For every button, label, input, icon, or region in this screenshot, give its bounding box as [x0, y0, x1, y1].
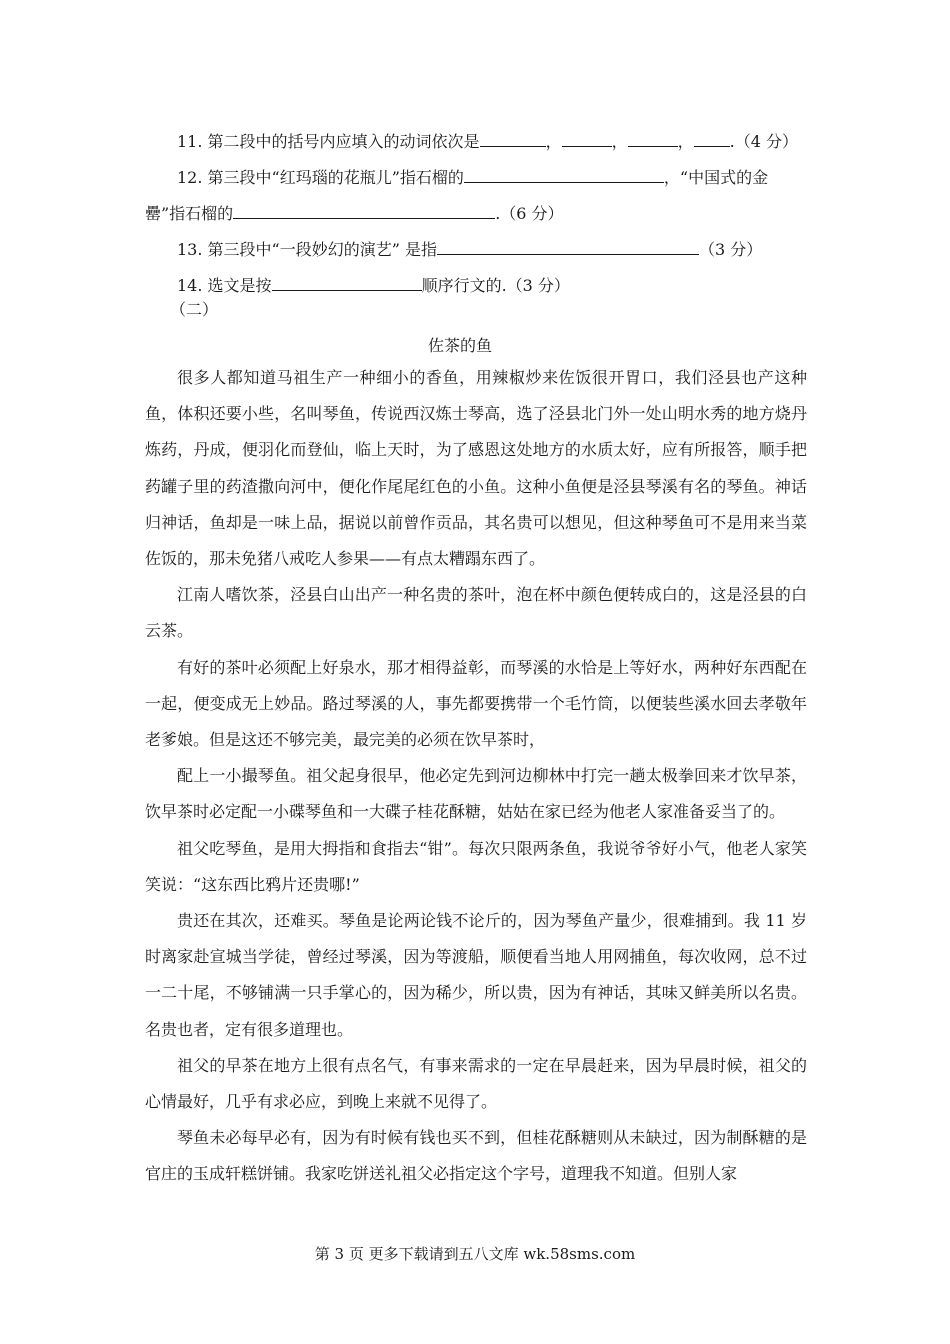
question-number: 14. — [177, 276, 203, 295]
question-text: 第三段中“红玛瑙的花瓶儿”指石榴的 — [207, 168, 464, 187]
question-13 — [145, 232, 807, 268]
paragraph: 祖父的早茶在地方上很有点名气，有事来需求的一定在早晨赶来，因为早晨时候，祖父的心情最好，几乎有求必应，到晚上来就不见得了。 — [145, 1055, 807, 1112]
question-points: .（6 分） — [495, 204, 564, 223]
separator: ， — [545, 132, 562, 151]
answer-blank[interactable] — [272, 270, 422, 291]
question-points: .（4 分） — [729, 132, 798, 151]
article-title: 佐茶的鱼 — [427, 336, 492, 355]
page-footer: 第 3 页 更多下载请到五八文库 wk.58sms.com — [314, 1245, 636, 1263]
paragraph: 琴鱼未必每早必有，因为有时候有钱也买不到，但桂花酥糖则从未缺过，因为制酥糖的是官庄的玉成轩糕饼铺。我家吃饼送礼祖父必指定这个字号，道理我不知道。但别人家 — [145, 1128, 807, 1184]
paragraph: 贵还在其次，还难买。琴鱼是论两论钱不论斤的，因为琴鱼产量少，很难捕到。我 11 岁时离家赴宣城当学徒，曾经过琴溪，因为等渡船，顺便看当地人用网捕鱼，每次收网，总不过一二十尾，不够铺满一只手掌心的，因为稀少，所以贵，因为有神话，其味又鲜美所以名贵。名贵也者，定有很多道理也。 — [145, 911, 807, 1039]
question-number: 12. — [177, 168, 203, 187]
article-title-row — [0, 328, 950, 364]
paragraph: 配上一小撮琴鱼。祖父起身很早，他必定先到河边柳林中打完一趟太极拳回来才饮早茶，饮早茶时必定配一小碟琴鱼和一大碟子桂花酥糖，姑姑在家已经为他老人家准备妥当了的。 — [145, 766, 807, 822]
question-text: 第二段中的括号内应填入的动词依次是 — [207, 132, 480, 151]
separator: ， — [677, 132, 694, 151]
question-text: 选文是按 — [207, 276, 272, 295]
answer-blank[interactable] — [480, 126, 546, 147]
question-list — [145, 124, 807, 304]
question-number: 13. — [177, 240, 203, 259]
answer-blank[interactable] — [437, 234, 699, 255]
question-text: 第三段中“一段妙幻的演艺” 是指 — [207, 240, 437, 259]
question-12 — [145, 160, 807, 232]
paragraph: 有好的茶叶必须配上好泉水，那才相得益彰，而琴溪的水恰是上等好水，两种好东西配在一起，便变成无上妙品。路过琴溪的人，事先都要携带一个毛竹筒，以便装些溪水回去孝敬年老爹娘。但是这还不够完美，最完美的必须在饮早茶时， — [145, 657, 807, 750]
answer-blank[interactable] — [562, 126, 612, 147]
question-text: 顺序行文的.（3 分） — [421, 276, 570, 295]
answer-blank[interactable] — [628, 126, 678, 147]
question-text: ，“中国式的金罍”指石榴的 — [145, 168, 769, 223]
question-11 — [145, 124, 807, 160]
answer-blank[interactable] — [694, 126, 730, 147]
paragraph: 很多人都知道马祖生产一种细小的香鱼，用辣椒炒来佐饭很开胃口，我们泾县也产这种鱼，体积还要小些，名叫琴鱼，传说西汉炼士琴高，选了泾县北门外一处山明水秀的地方烧丹炼药，丹成，便羽化而登仙，临上天时，为了感恩这处地方的水质太好，应有所报答，顺手把药罐子里的药渣撒向河中，便化作尾尾红色的小鱼。这种小鱼便是泾县琴溪有名的琴鱼。神话归神话，鱼却是一味上品，据说以前曾作贡品，其名贵可以想见，但这种琴鱼可不是用来当菜佐饭的，那未免猪八戒吃人参果——有点太糟蹋东西了。 — [145, 368, 807, 569]
section-marker: （二） — [170, 300, 219, 319]
article-body — [145, 360, 807, 1193]
answer-blank[interactable] — [233, 198, 495, 219]
question-14 — [145, 268, 807, 304]
separator: ， — [611, 132, 628, 151]
answer-blank[interactable] — [464, 162, 664, 183]
paragraph: 祖父吃琴鱼，是用大拇指和食指去“钳”。每次只限两条鱼，我说爷爷好小气，他老人家笑笑说：“这东西比鸦片还贵哪!” — [145, 838, 807, 894]
paragraph: 江南人嗜饮茶，泾县白山出产一种名贵的茶叶，泡在杯中颜色便转成白的，这是泾县的白云茶。 — [145, 585, 807, 641]
question-number: 11. — [177, 132, 203, 151]
question-points: （3 分） — [699, 240, 763, 259]
